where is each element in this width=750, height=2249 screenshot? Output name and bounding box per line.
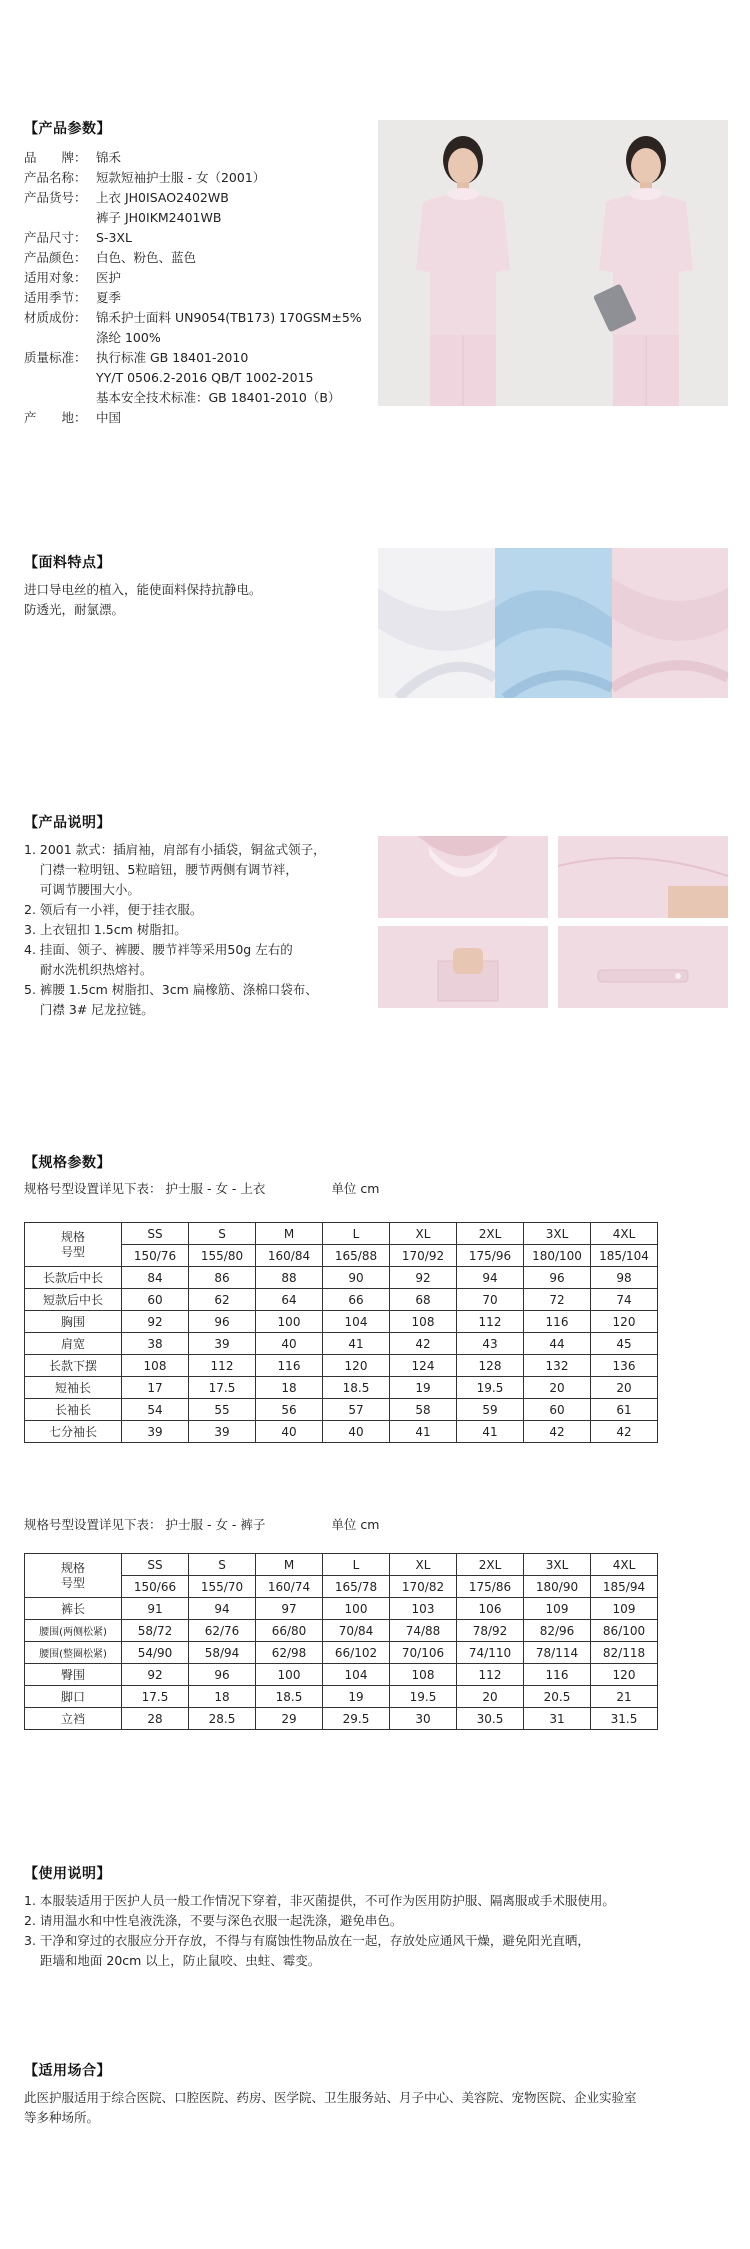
size-code: 155/70 (189, 1576, 256, 1598)
table-cell: 120 (591, 1664, 658, 1686)
table-cell: 70/84 (323, 1620, 390, 1642)
product-photo-models (378, 120, 728, 406)
table-cell: 74/110 (457, 1642, 524, 1664)
table-cell: 29.5 (323, 1708, 390, 1730)
size-code: 165/88 (323, 1245, 390, 1267)
table-cell: 116 (524, 1311, 591, 1333)
list-item: 距墙和地面 20cm 以上，防止鼠咬、虫蛀、霉变。 (24, 1953, 321, 1968)
row-name: 长款后中长 (25, 1267, 122, 1289)
table-cell: 28 (122, 1708, 189, 1730)
table-cell: 104 (323, 1664, 390, 1686)
param-value: 锦禾护士面料 UN9054(TB173) 170GSM±5% (96, 310, 362, 325)
size-label: L (323, 1554, 390, 1576)
table-cell: 109 (591, 1598, 658, 1620)
table-cell: 106 (457, 1598, 524, 1620)
table-cell: 98 (591, 1267, 658, 1289)
spec-table-top (24, 1222, 658, 1443)
size-label: M (256, 1223, 323, 1245)
spec-title: 【规格参数】 (24, 1155, 111, 1171)
table-cell: 21 (591, 1686, 658, 1708)
table-cell: 84 (122, 1267, 189, 1289)
fabric-swatch-white (378, 548, 495, 698)
param-row (24, 308, 374, 328)
table-cell: 43 (457, 1333, 524, 1355)
param-key: 材质成份： (24, 310, 87, 325)
table-cell: 39 (122, 1421, 189, 1443)
table-cell: 60 (524, 1399, 591, 1421)
fabric-title: 【面料特点】 (24, 555, 111, 571)
table-row (25, 1421, 658, 1443)
table-cell: 20 (524, 1377, 591, 1399)
size-code: 165/78 (323, 1576, 390, 1598)
size-label: S (189, 1554, 256, 1576)
table-row (25, 1377, 658, 1399)
list-item: 1. 2001 款式：插肩袖，肩部有小插袋，铜盆式领子， (24, 842, 326, 857)
table-cell: 18.5 (323, 1377, 390, 1399)
table-cell: 92 (122, 1664, 189, 1686)
table-cell: 104 (323, 1311, 390, 1333)
detail-photo-pocket (378, 926, 548, 1008)
size-label: XL (390, 1554, 457, 1576)
table-row (25, 1355, 658, 1377)
spec-bottom-note: 规格号型设置详见下表： 护士服 - 女 - 裤子 单位 cm (24, 1517, 380, 1532)
table-cell: 41 (457, 1421, 524, 1443)
table-cell: 74 (591, 1289, 658, 1311)
param-key (24, 328, 96, 348)
size-code: 155/80 (189, 1245, 256, 1267)
table-cell: 20 (457, 1686, 524, 1708)
table-cell: 30.5 (457, 1708, 524, 1730)
detail-photo-shoulder (558, 836, 728, 918)
table-cell: 38 (122, 1333, 189, 1355)
size-label: 3XL (524, 1554, 591, 1576)
table-cell: 100 (256, 1664, 323, 1686)
table-cell: 82/96 (524, 1620, 591, 1642)
param-key: 产品名称： (24, 170, 87, 185)
fabric-swatch-blue (495, 548, 612, 698)
table-cell: 17.5 (122, 1686, 189, 1708)
list-item: 3. 上衣钮扣 1.5cm 树脂扣。 (24, 922, 187, 937)
list-item: 门襟一粒明钮、5粒暗钮，腰节两侧有调节袢， (24, 862, 298, 877)
table-row (25, 1267, 658, 1289)
table-cell: 19 (323, 1686, 390, 1708)
row-name: 腰围(整圈松紧) (25, 1642, 122, 1664)
table-cell: 40 (256, 1333, 323, 1355)
table-cell: 44 (524, 1333, 591, 1355)
size-code: 160/74 (256, 1576, 323, 1598)
table-cell: 86 (189, 1267, 256, 1289)
scene-list (24, 2088, 734, 2128)
list-item: 2. 领后有一小袢，便于挂衣服。 (24, 902, 203, 917)
table-cell: 59 (457, 1399, 524, 1421)
param-row (24, 248, 374, 268)
table-cell: 58/72 (122, 1620, 189, 1642)
table-cell: 56 (256, 1399, 323, 1421)
param-value: 锦禾 (96, 150, 122, 165)
list-item: 1. 本服装适用于医护人员一般工作情况下穿着，非灭菌提供，不可作为医用防护服、隔离服或手术服使用。 (24, 1893, 615, 1908)
param-row (24, 228, 374, 248)
table-row (25, 1620, 658, 1642)
table-cell: 91 (122, 1598, 189, 1620)
table-cell: 66/102 (323, 1642, 390, 1664)
size-label: 4XL (591, 1223, 658, 1245)
row-name: 裤长 (25, 1598, 122, 1620)
table-cell: 18 (256, 1377, 323, 1399)
desc-list (24, 840, 374, 1020)
param-row (24, 188, 374, 208)
size-label: S (189, 1223, 256, 1245)
table-cell: 120 (591, 1311, 658, 1333)
detail-photo-collar (378, 836, 548, 918)
table-cell: 41 (390, 1421, 457, 1443)
table-cell: 96 (524, 1267, 591, 1289)
table-cell: 19.5 (457, 1377, 524, 1399)
desc-title: 【产品说明】 (24, 815, 111, 831)
size-code: 175/86 (457, 1576, 524, 1598)
table-cell: 42 (390, 1333, 457, 1355)
table-cell: 31.5 (591, 1708, 658, 1730)
table-cell: 78/114 (524, 1642, 591, 1664)
table-cell: 62 (189, 1289, 256, 1311)
table-cell: 109 (524, 1598, 591, 1620)
list-item: 5. 裤腰 1.5cm 树脂扣、3cm 扁橡筋、涤棉口袋布、 (24, 982, 318, 997)
param-key: 适用季节： (24, 290, 87, 305)
param-value: 基本安全技术标准：GB 18401-2010（B） (96, 390, 341, 405)
table-cell: 108 (390, 1311, 457, 1333)
table-cell: 62/76 (189, 1620, 256, 1642)
usage-list (24, 1891, 734, 1971)
usage-title: 【使用说明】 (24, 1866, 111, 1882)
list-item: 4. 挂面、领子、裤腰、腰节袢等采用50g 左右的 (24, 942, 293, 957)
param-value: 短款短袖护士服 - 女（2001） (96, 170, 266, 185)
param-value: 中国 (96, 410, 122, 425)
table-cell: 31 (524, 1708, 591, 1730)
table-cell: 74/88 (390, 1620, 457, 1642)
row-name: 脚口 (25, 1686, 122, 1708)
table-cell: 136 (591, 1355, 658, 1377)
param-row (24, 208, 374, 228)
row-name: 腰围(两侧松紧) (25, 1620, 122, 1642)
param-row (24, 408, 374, 428)
table-cell: 39 (189, 1333, 256, 1355)
table-cell: 18 (189, 1686, 256, 1708)
table-cell: 128 (457, 1355, 524, 1377)
size-label: XL (390, 1223, 457, 1245)
table-cell: 94 (189, 1598, 256, 1620)
table-cell: 86/100 (591, 1620, 658, 1642)
table-corner: 规格 号型 (25, 1223, 122, 1267)
table-row (25, 1664, 658, 1686)
table-cell: 19.5 (390, 1686, 457, 1708)
table-cell: 66 (323, 1289, 390, 1311)
table-cell: 17.5 (189, 1377, 256, 1399)
table-cell: 17 (122, 1377, 189, 1399)
size-label: SS (122, 1554, 189, 1576)
param-value: 执行标准 GB 18401-2010 (96, 350, 249, 365)
table-header-row (25, 1554, 658, 1576)
table-row (25, 1598, 658, 1620)
table-cell: 40 (323, 1421, 390, 1443)
fabric-line-2: 防透光，耐氯漂。 (24, 602, 125, 617)
table-cell: 88 (256, 1267, 323, 1289)
list-item: 可调节腰围大小。 (24, 882, 140, 897)
size-label: L (323, 1223, 390, 1245)
param-row (24, 328, 374, 348)
table-cell: 116 (256, 1355, 323, 1377)
param-row (24, 348, 374, 368)
table-row (25, 1289, 658, 1311)
param-row (24, 148, 374, 168)
size-code: 160/84 (256, 1245, 323, 1267)
param-value: 上衣 JH0ISAO2402WB (96, 190, 229, 205)
spec-top-note: 规格号型设置详见下表： 护士服 - 女 - 上衣 单位 cm (24, 1181, 380, 1196)
row-name: 胸围 (25, 1311, 122, 1333)
spec-table-bottom (24, 1553, 658, 1730)
table-cell: 78/92 (457, 1620, 524, 1642)
size-code: 180/90 (524, 1576, 591, 1598)
table-cell: 70/106 (390, 1642, 457, 1664)
table-cell: 96 (189, 1664, 256, 1686)
table-cell: 55 (189, 1399, 256, 1421)
table-cell: 116 (524, 1664, 591, 1686)
row-name: 立裆 (25, 1708, 122, 1730)
row-name: 臀围 (25, 1664, 122, 1686)
table-cell: 103 (390, 1598, 457, 1620)
table-cell: 39 (189, 1421, 256, 1443)
table-cell: 96 (189, 1311, 256, 1333)
table-cell: 68 (390, 1289, 457, 1311)
fabric-swatch-pink (612, 548, 728, 698)
size-code: 170/92 (390, 1245, 457, 1267)
list-item: 此医护服适用于综合医院、口腔医院、药房、医学院、卫生服务站、月子中心、美容院、宠物医院、企业实验室 (24, 2090, 637, 2105)
list-item: 门襟 3# 尼龙拉链。 (24, 1002, 154, 1017)
table-cell: 94 (457, 1267, 524, 1289)
table-row (25, 1311, 658, 1333)
scene-title: 【适用场合】 (24, 2063, 111, 2079)
table-cell: 70 (457, 1289, 524, 1311)
table-cell: 97 (256, 1598, 323, 1620)
table-cell: 92 (122, 1311, 189, 1333)
table-cell: 60 (122, 1289, 189, 1311)
table-cell: 58 (390, 1399, 457, 1421)
table-cell: 82/118 (591, 1642, 658, 1664)
size-label: 2XL (457, 1223, 524, 1245)
param-key: 产品颜色： (24, 250, 87, 265)
table-cell: 45 (591, 1333, 658, 1355)
param-row (24, 168, 374, 188)
table-cell: 72 (524, 1289, 591, 1311)
table-cell: 120 (323, 1355, 390, 1377)
table-cell: 132 (524, 1355, 591, 1377)
table-cell: 29 (256, 1708, 323, 1730)
param-row (24, 268, 374, 288)
param-key (24, 388, 96, 408)
table-cell: 124 (390, 1355, 457, 1377)
table-cell: 66/80 (256, 1620, 323, 1642)
row-name: 短款后中长 (25, 1289, 122, 1311)
size-code: 175/96 (457, 1245, 524, 1267)
table-cell: 42 (591, 1421, 658, 1443)
table-corner: 规格 号型 (25, 1554, 122, 1598)
table-row (25, 1642, 658, 1664)
param-value: 医护 (96, 270, 122, 285)
param-value: 裤子 JH0IKM2401WB (96, 210, 222, 225)
list-item: 耐水洗机织热熔衬。 (24, 962, 153, 977)
param-key: 品 牌： (24, 150, 87, 165)
row-name: 短袖长 (25, 1377, 122, 1399)
size-label: 4XL (591, 1554, 658, 1576)
params-title: 【产品参数】 (24, 121, 111, 137)
param-key (24, 208, 96, 228)
list-item: 3. 干净和穿过的衣服应分开存放，不得与有腐蚀性物品放在一起，存放处应通风干燥，避免阳光直晒， (24, 1933, 590, 1948)
table-cell: 40 (256, 1421, 323, 1443)
table-cell: 62/98 (256, 1642, 323, 1664)
size-label: 3XL (524, 1223, 591, 1245)
param-key: 质量标准： (24, 350, 87, 365)
size-code: 185/104 (591, 1245, 658, 1267)
param-value: S-3XL (96, 230, 132, 245)
table-cell: 100 (256, 1311, 323, 1333)
param-key: 适用对象： (24, 270, 87, 285)
table-cell: 108 (122, 1355, 189, 1377)
table-cell: 112 (457, 1664, 524, 1686)
table-cell: 41 (323, 1333, 390, 1355)
table-row (25, 1333, 658, 1355)
table-cell: 20.5 (524, 1686, 591, 1708)
param-row (24, 388, 374, 408)
row-name: 长袖长 (25, 1399, 122, 1421)
table-cell: 20 (591, 1377, 658, 1399)
table-row (25, 1686, 658, 1708)
table-cell: 54 (122, 1399, 189, 1421)
size-code: 180/100 (524, 1245, 591, 1267)
param-value: YY/T 0506.2-2016 QB/T 1002-2015 (96, 370, 314, 385)
table-cell: 92 (390, 1267, 457, 1289)
row-name: 长款下摆 (25, 1355, 122, 1377)
size-code: 150/76 (122, 1245, 189, 1267)
fabric-line-1: 进口导电丝的植入，能使面料保持抗静电。 (24, 582, 262, 597)
params-list (24, 148, 374, 428)
list-item: 等多种场所。 (24, 2110, 100, 2125)
table-cell: 112 (189, 1355, 256, 1377)
param-key (24, 368, 96, 388)
table-row (25, 1399, 658, 1421)
size-code: 170/82 (390, 1576, 457, 1598)
table-cell: 18.5 (256, 1686, 323, 1708)
table-cell: 19 (390, 1377, 457, 1399)
table-header-row (25, 1223, 658, 1245)
list-item: 2. 请用温水和中性皂液洗涤，不要与深色衣服一起洗涤，避免串色。 (24, 1913, 403, 1928)
table-cell: 30 (390, 1708, 457, 1730)
table-cell: 61 (591, 1399, 658, 1421)
size-code: 150/66 (122, 1576, 189, 1598)
detail-photo-waist-tab (558, 926, 728, 1008)
param-key: 产品尺寸： (24, 230, 87, 245)
table-row (25, 1708, 658, 1730)
param-row (24, 288, 374, 308)
param-row (24, 368, 374, 388)
param-key: 产 地： (24, 410, 87, 425)
param-value: 涤纶 100% (96, 330, 161, 345)
size-label: M (256, 1554, 323, 1576)
table-cell: 112 (457, 1311, 524, 1333)
table-cell: 28.5 (189, 1708, 256, 1730)
table-cell: 100 (323, 1598, 390, 1620)
table-cell: 42 (524, 1421, 591, 1443)
table-cell: 54/90 (122, 1642, 189, 1664)
table-cell: 58/94 (189, 1642, 256, 1664)
table-cell: 57 (323, 1399, 390, 1421)
size-label: SS (122, 1223, 189, 1245)
table-cell: 90 (323, 1267, 390, 1289)
size-label: 2XL (457, 1554, 524, 1576)
param-value: 白色、粉色、蓝色 (96, 250, 197, 265)
param-value: 夏季 (96, 290, 122, 305)
table-cell: 108 (390, 1664, 457, 1686)
row-name: 肩宽 (25, 1333, 122, 1355)
table-cell: 64 (256, 1289, 323, 1311)
size-code: 185/94 (591, 1576, 658, 1598)
param-key: 产品货号： (24, 190, 87, 205)
row-name: 七分袖长 (25, 1421, 122, 1443)
